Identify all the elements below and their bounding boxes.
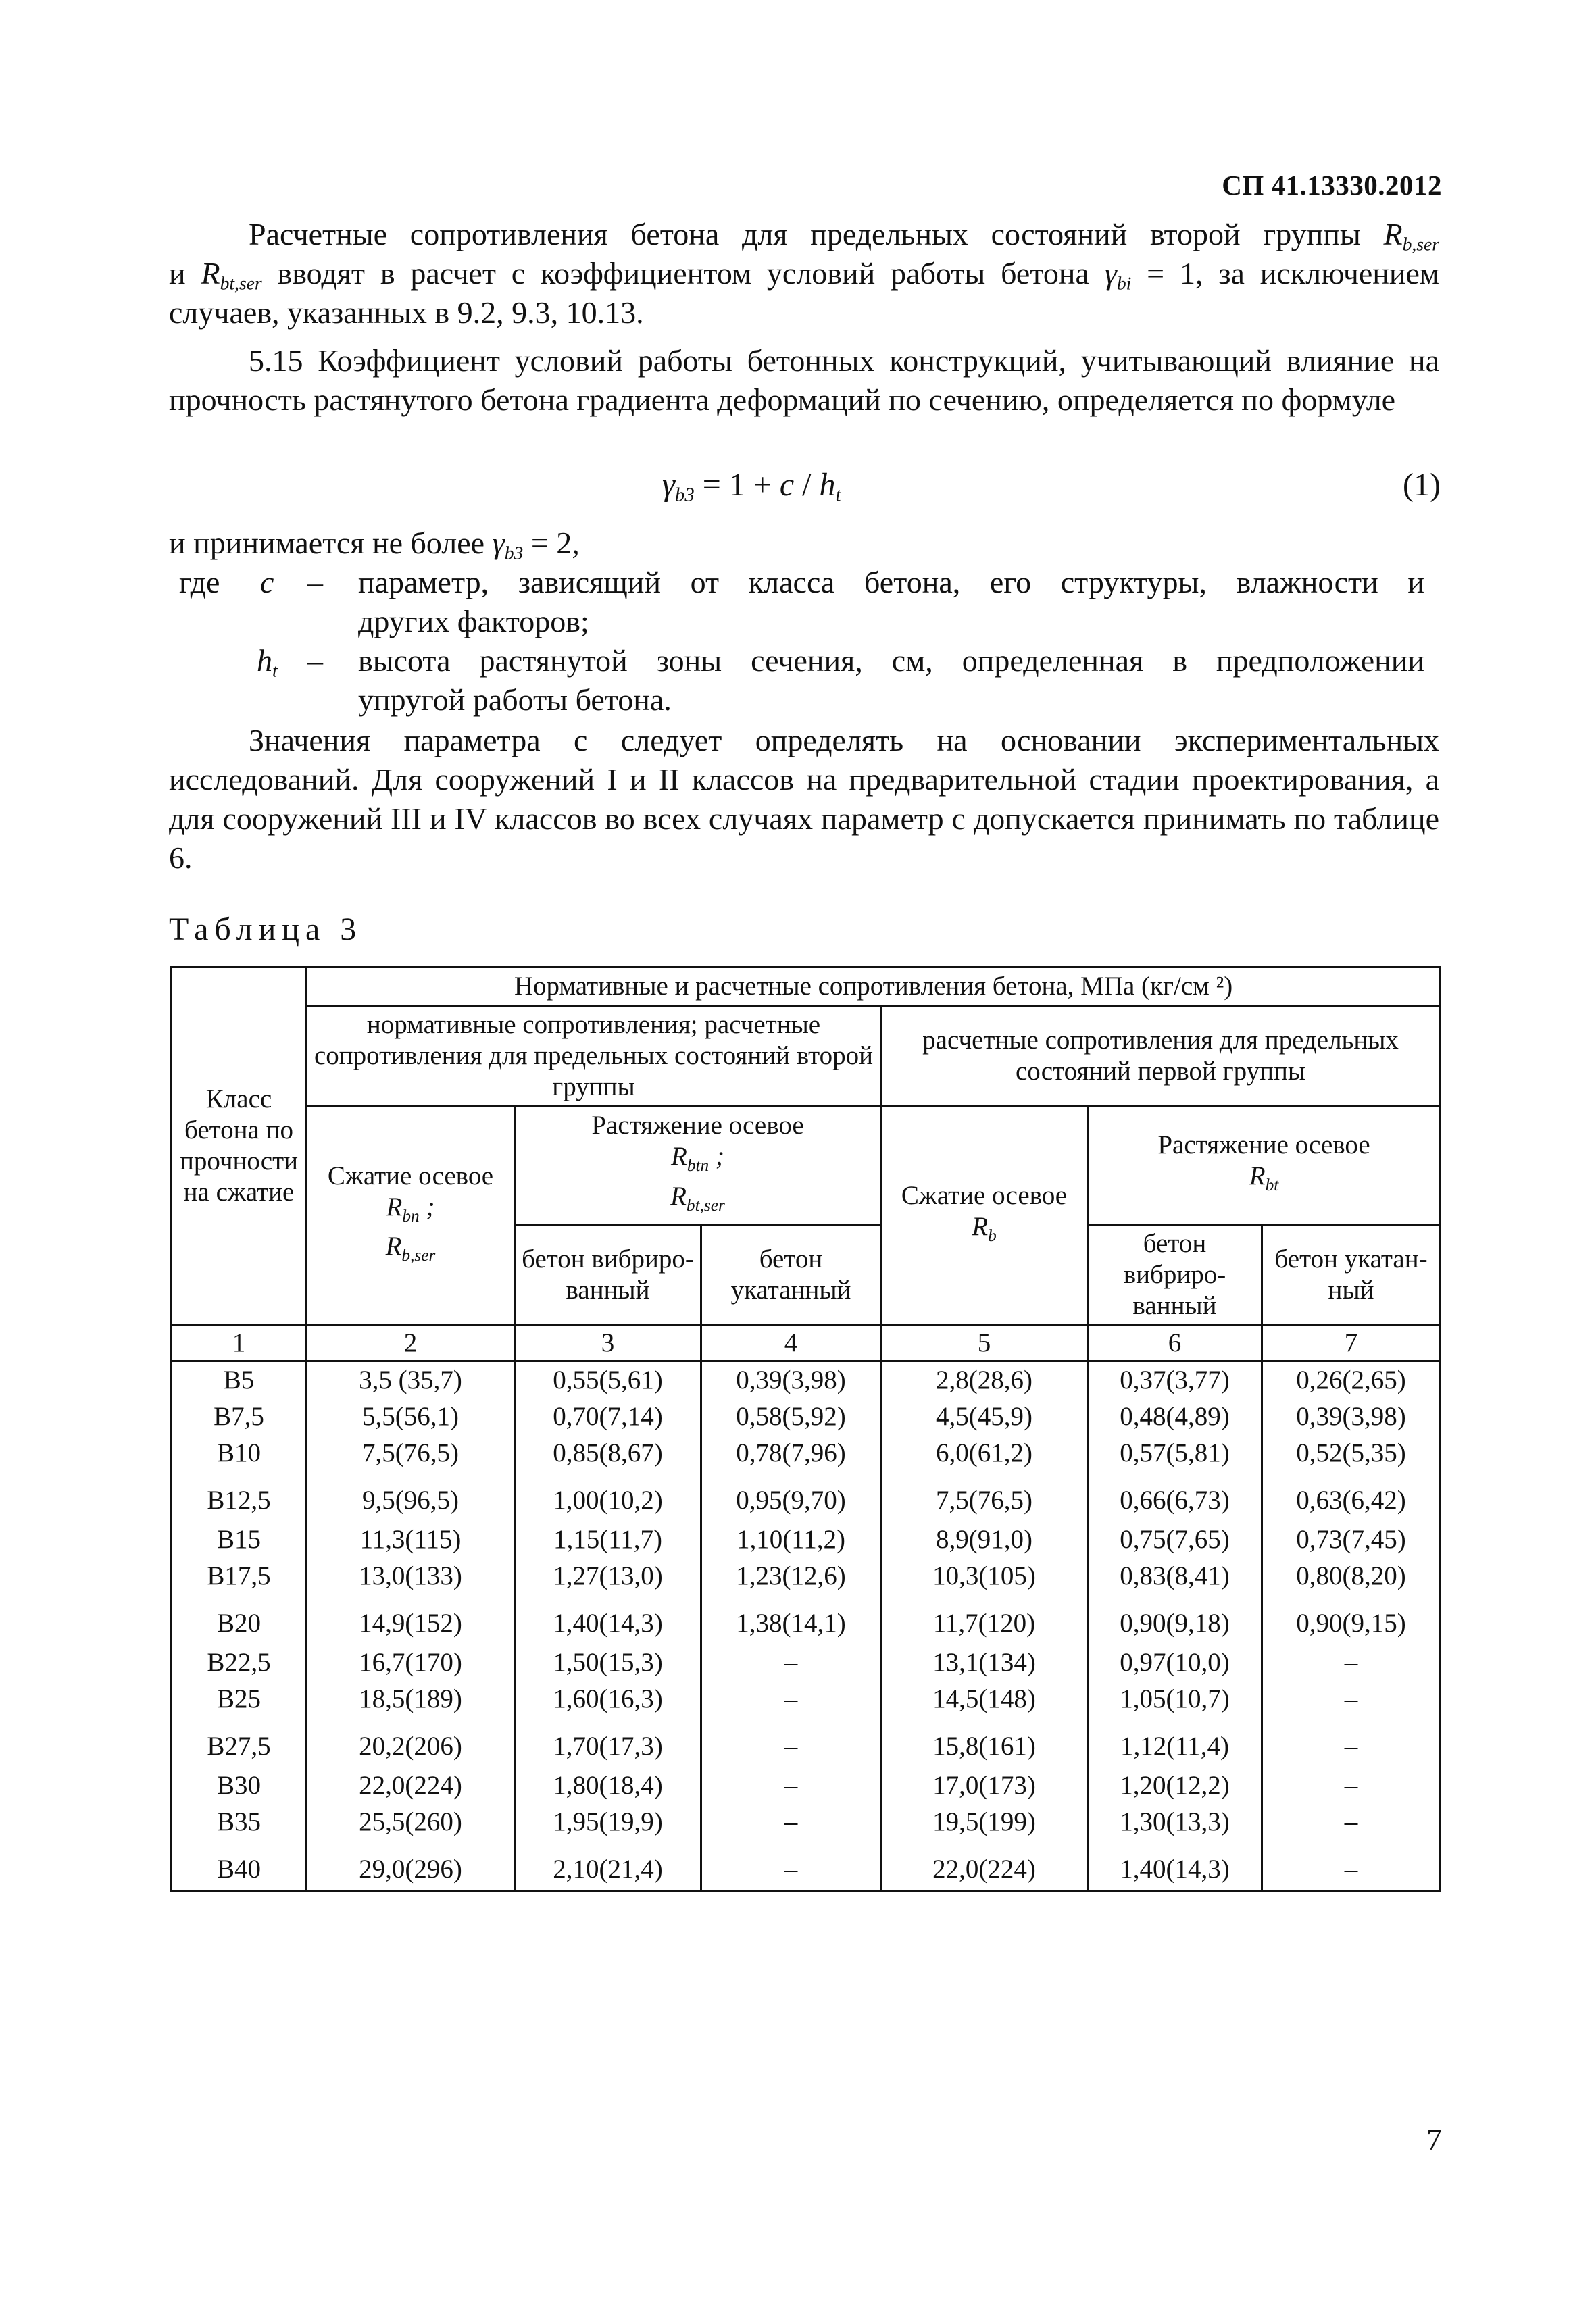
resistance-cell: 7,5(76,5) xyxy=(307,1435,515,1472)
concrete-class-cell: В30 xyxy=(172,1767,307,1804)
where-symbol-c: c xyxy=(260,565,274,599)
symbol-subscript: b,ser xyxy=(1402,233,1439,255)
resistance-cell: 0,90(9,18) xyxy=(1088,1594,1262,1644)
paragraph-text: Расчетные сопротивления бетона для предельных состояний второй группы xyxy=(249,217,1384,251)
resistance-cell: 1,15(11,7) xyxy=(515,1521,701,1558)
where-c-definition: параметр, зависящий от класса бетона, его структуры, влажности и xyxy=(358,565,1424,599)
resistance-cell: 1,80(18,4) xyxy=(515,1767,701,1804)
resistance-cell: – xyxy=(701,1644,881,1681)
concrete-class-cell: В40 xyxy=(172,1840,307,1892)
resistance-cell: 22,0(224) xyxy=(307,1767,515,1804)
resistance-cell: 4,5(45,9) xyxy=(881,1399,1088,1435)
where-ht-definition: высота растянутой зоны сечения, см, определенная в предположении xyxy=(358,643,1424,678)
resistance-cell: 18,5(189) xyxy=(307,1681,515,1717)
table-row xyxy=(172,1767,1441,1804)
column-number: 6 xyxy=(1088,1325,1262,1361)
symbol-gamma: γ xyxy=(492,526,505,560)
concrete-class-cell: В12,5 xyxy=(172,1472,307,1521)
table-title: Таблица 3 xyxy=(169,911,363,947)
resistance-cell: 11,3(115) xyxy=(307,1521,515,1558)
paragraph-text: 5.15 Коэффициент условий работы бетонных конструкций, учитывающий влияние на прочность растянутого бетона градиента деформаций по сечению, определяется по формуле xyxy=(169,343,1439,417)
resistance-cell: 1,23(12,6) xyxy=(701,1558,881,1594)
concrete-class-cell: В17,5 xyxy=(172,1558,307,1594)
resistance-cell: 19,5(199) xyxy=(881,1804,1088,1840)
where-label: где xyxy=(179,565,220,599)
resistance-cell: 1,30(13,3) xyxy=(1088,1804,1262,1840)
table-3 xyxy=(170,966,1441,1892)
resistance-cell: 6,0(61,2) xyxy=(881,1435,1088,1472)
resistance-cell: 0,63(6,42) xyxy=(1262,1472,1441,1521)
resistance-cell: 0,57(5,81) xyxy=(1088,1435,1262,1472)
column-number: 3 xyxy=(515,1325,701,1361)
paragraph-text: случаев, указанных в 9.2, 9.3, 10.13. xyxy=(169,295,644,330)
concrete-class-cell: В20 xyxy=(172,1594,307,1644)
concrete-class-cell: В27,5 xyxy=(172,1717,307,1767)
formula-number: (1) xyxy=(1403,467,1441,503)
header-compression-1: Сжатие осевое $R_b$ xyxy=(881,1107,1088,1326)
resistance-cell: 15,8(161) xyxy=(881,1717,1088,1767)
resistance-cell: 1,27(13,0) xyxy=(515,1558,701,1594)
column-number: 1 xyxy=(172,1325,307,1361)
resistance-cell: 0,39(3,98) xyxy=(1262,1399,1441,1435)
paragraph-parameter-c xyxy=(169,721,1439,878)
header-tension-2: Растяжение осевое $R_{btn}$ ; $R_{bt,ser}$ xyxy=(515,1107,881,1225)
resistance-cell: 8,9(91,0) xyxy=(881,1521,1088,1558)
resistance-cell: 0,48(4,89) xyxy=(1088,1399,1262,1435)
resistance-cell: 1,40(14,3) xyxy=(1088,1840,1262,1892)
where-dash: – xyxy=(307,643,323,678)
column-number: 5 xyxy=(881,1325,1088,1361)
table-row xyxy=(172,1804,1441,1840)
resistance-cell: – xyxy=(1262,1767,1441,1804)
resistance-cell: 16,7(170) xyxy=(307,1644,515,1681)
table-row xyxy=(172,1558,1441,1594)
resistance-cell: 1,20(12,2) xyxy=(1088,1767,1262,1804)
paragraph-text: вводят в расчет с коэффициентом условий работы бетона xyxy=(261,256,1105,291)
resistance-cell: 0,26(2,65) xyxy=(1262,1361,1441,1399)
table-row xyxy=(172,1361,1441,1399)
paragraph-text: = 1, за исключением xyxy=(1131,256,1440,291)
resistance-cell: 0,97(10,0) xyxy=(1088,1644,1262,1681)
resistance-cell: 0,55(5,61) xyxy=(515,1361,701,1399)
symbol-subscript: bt,ser xyxy=(220,272,262,294)
resistance-cell: 1,50(15,3) xyxy=(515,1644,701,1681)
header-second-group: нормативные сопротивления; расчетные сопротивления для предельных состояний второй группы xyxy=(307,1006,881,1107)
resistance-cell: – xyxy=(1262,1840,1441,1892)
where-dash: – xyxy=(307,565,323,599)
header-vibrated-2: бетон вибриро-ванный xyxy=(515,1224,701,1325)
resistance-cell: – xyxy=(701,1840,881,1892)
resistance-cell: 1,38(14,1) xyxy=(701,1594,881,1644)
resistance-cell: 0,78(7,96) xyxy=(701,1435,881,1472)
resistance-cell: 10,3(105) xyxy=(881,1558,1088,1594)
resistance-cell: 0,52(5,35) xyxy=(1262,1435,1441,1472)
concrete-class-cell: В35 xyxy=(172,1804,307,1840)
paragraph-second-group-line3 xyxy=(169,293,1439,332)
header-compression-2: Сжатие осевое $R_{bn}$ ; $R_{b,ser}$ xyxy=(307,1107,515,1326)
where-symbol-ht: $h_t$ xyxy=(257,643,278,681)
header-resistances: Нормативные и расчетные сопротивления бетона, МПа (кг/см ²) xyxy=(307,967,1441,1006)
where-c-definition-cont: других факторов; xyxy=(358,604,589,638)
symbol-subscript: t xyxy=(835,484,841,506)
table-row xyxy=(172,1399,1441,1435)
column-number: 7 xyxy=(1262,1325,1441,1361)
resistance-cell: 25,5(260) xyxy=(307,1804,515,1840)
resistance-cell: 14,5(148) xyxy=(881,1681,1088,1717)
symbol-subscript: b3 xyxy=(674,484,695,506)
concrete-class-cell: В25 xyxy=(172,1681,307,1717)
paragraph-text: Значения параметра c следует определять на основании экспериментальных исследований. Для сооружений I и II классов на предварительной стадии проектирования, а для сооружений III и IV классов во всех случаях параметр c допускается принимать по таблице 6. xyxy=(169,723,1439,875)
table-row xyxy=(172,1472,1441,1521)
resistance-cell: 0,39(3,98) xyxy=(701,1361,881,1399)
resistance-cell: – xyxy=(1262,1804,1441,1840)
resistance-cell: 0,73(7,45) xyxy=(1262,1521,1441,1558)
column-number: 2 xyxy=(307,1325,515,1361)
symbol-subscript: bi xyxy=(1116,272,1132,294)
resistance-cell: – xyxy=(701,1767,881,1804)
header-vibrated-1: бетон вибриро-ванный xyxy=(1088,1224,1262,1325)
symbol-r: R xyxy=(1383,217,1403,251)
resistance-cell: 5,5(56,1) xyxy=(307,1399,515,1435)
symbol-gamma: γ xyxy=(662,467,675,503)
resistance-cell: 1,05(10,7) xyxy=(1088,1681,1262,1717)
resistance-cell: – xyxy=(701,1804,881,1840)
resistance-cell: 2,8(28,6) xyxy=(881,1361,1088,1399)
resistance-cell: 13,1(134) xyxy=(881,1644,1088,1681)
table-row xyxy=(172,1594,1441,1644)
document-code: СП 41.13330.2012 xyxy=(1222,170,1442,201)
formula-text: / xyxy=(794,467,820,503)
resistance-cell: 29,0(296) xyxy=(307,1840,515,1892)
resistance-cell: – xyxy=(701,1681,881,1717)
table-row xyxy=(172,1717,1441,1767)
resistance-cell: 13,0(133) xyxy=(307,1558,515,1594)
table-row xyxy=(172,1840,1441,1892)
formula-text: = 1 + xyxy=(694,467,780,503)
resistance-cell: 0,90(9,15) xyxy=(1262,1594,1441,1644)
concrete-class-cell: В7,5 xyxy=(172,1399,307,1435)
table-row xyxy=(172,1681,1441,1717)
paragraph-text: = 2, xyxy=(523,526,580,560)
symbol-r: R xyxy=(201,256,220,291)
table-body xyxy=(172,1361,1441,1891)
resistance-cell: – xyxy=(1262,1717,1441,1767)
header-rolled-2: бетон укатанный xyxy=(701,1224,881,1325)
paragraph-text: и xyxy=(169,256,201,291)
resistance-cell: – xyxy=(1262,1681,1441,1717)
resistance-cell: 3,5 (35,7) xyxy=(307,1361,515,1399)
table-row xyxy=(172,1435,1441,1472)
resistance-cell: 14,9(152) xyxy=(307,1594,515,1644)
page-number: 7 xyxy=(1426,2122,1442,2157)
resistance-cell: 1,10(11,2) xyxy=(701,1521,881,1558)
resistance-cell: 2,10(21,4) xyxy=(515,1840,701,1892)
resistance-cell: 0,80(8,20) xyxy=(1262,1558,1441,1594)
symbol-subscript: b3 xyxy=(504,542,524,563)
table-row xyxy=(172,1521,1441,1558)
resistance-cell: 0,58(5,92) xyxy=(701,1399,881,1435)
resistance-cell: 20,2(206) xyxy=(307,1717,515,1767)
header-rolled-1: бетон укатан-ный xyxy=(1262,1224,1441,1325)
concrete-class-cell: В10 xyxy=(172,1435,307,1472)
table-row xyxy=(172,1644,1441,1681)
header-tension-1: Растяжение осевое $R_{bt}$ xyxy=(1088,1107,1441,1225)
resistance-cell: 7,5(76,5) xyxy=(881,1472,1088,1521)
resistance-cell: 0,75(7,65) xyxy=(1088,1521,1262,1558)
where-ht-definition-cont: упругой работы бетона. xyxy=(358,682,672,717)
resistance-cell: 9,5(96,5) xyxy=(307,1472,515,1521)
resistance-cell: 1,00(10,2) xyxy=(515,1472,701,1521)
resistance-cell: 0,37(3,77) xyxy=(1088,1361,1262,1399)
formula-gamma-b3 xyxy=(662,466,841,507)
resistance-cell: – xyxy=(701,1717,881,1767)
header-first-group: расчетные сопротивления для предельных состояний первой группы xyxy=(881,1006,1441,1107)
resistance-cell: 0,85(8,67) xyxy=(515,1435,701,1472)
resistance-cell: 22,0(224) xyxy=(881,1840,1088,1892)
resistance-cell: 1,40(14,3) xyxy=(515,1594,701,1644)
resistance-cell: 11,7(120) xyxy=(881,1594,1088,1644)
resistance-cell: 1,60(16,3) xyxy=(515,1681,701,1717)
resistance-cell: 0,70(7,14) xyxy=(515,1399,701,1435)
concrete-class-cell: В5 xyxy=(172,1361,307,1399)
resistance-cell: 1,95(19,9) xyxy=(515,1804,701,1840)
resistance-cell: 0,95(9,70) xyxy=(701,1472,881,1521)
paragraph-text: и принимается не более xyxy=(169,526,493,560)
symbol-h: h xyxy=(819,467,836,503)
resistance-cell: 0,66(6,73) xyxy=(1088,1472,1262,1521)
header-concrete-class: Класс бетона по прочности на сжатие xyxy=(172,967,307,1326)
column-number: 4 xyxy=(701,1325,881,1361)
paragraph-5-15 xyxy=(169,341,1439,420)
resistance-cell: 1,12(11,4) xyxy=(1088,1717,1262,1767)
resistance-cell: 1,70(17,3) xyxy=(515,1717,701,1767)
concrete-class-cell: В22,5 xyxy=(172,1644,307,1681)
symbol-gamma: γ xyxy=(1104,256,1117,291)
resistance-cell: 0,83(8,41) xyxy=(1088,1558,1262,1594)
symbol-c: c xyxy=(779,467,795,503)
resistance-cell: – xyxy=(1262,1644,1441,1681)
concrete-class-cell: В15 xyxy=(172,1521,307,1558)
resistance-cell: 17,0(173) xyxy=(881,1767,1088,1804)
